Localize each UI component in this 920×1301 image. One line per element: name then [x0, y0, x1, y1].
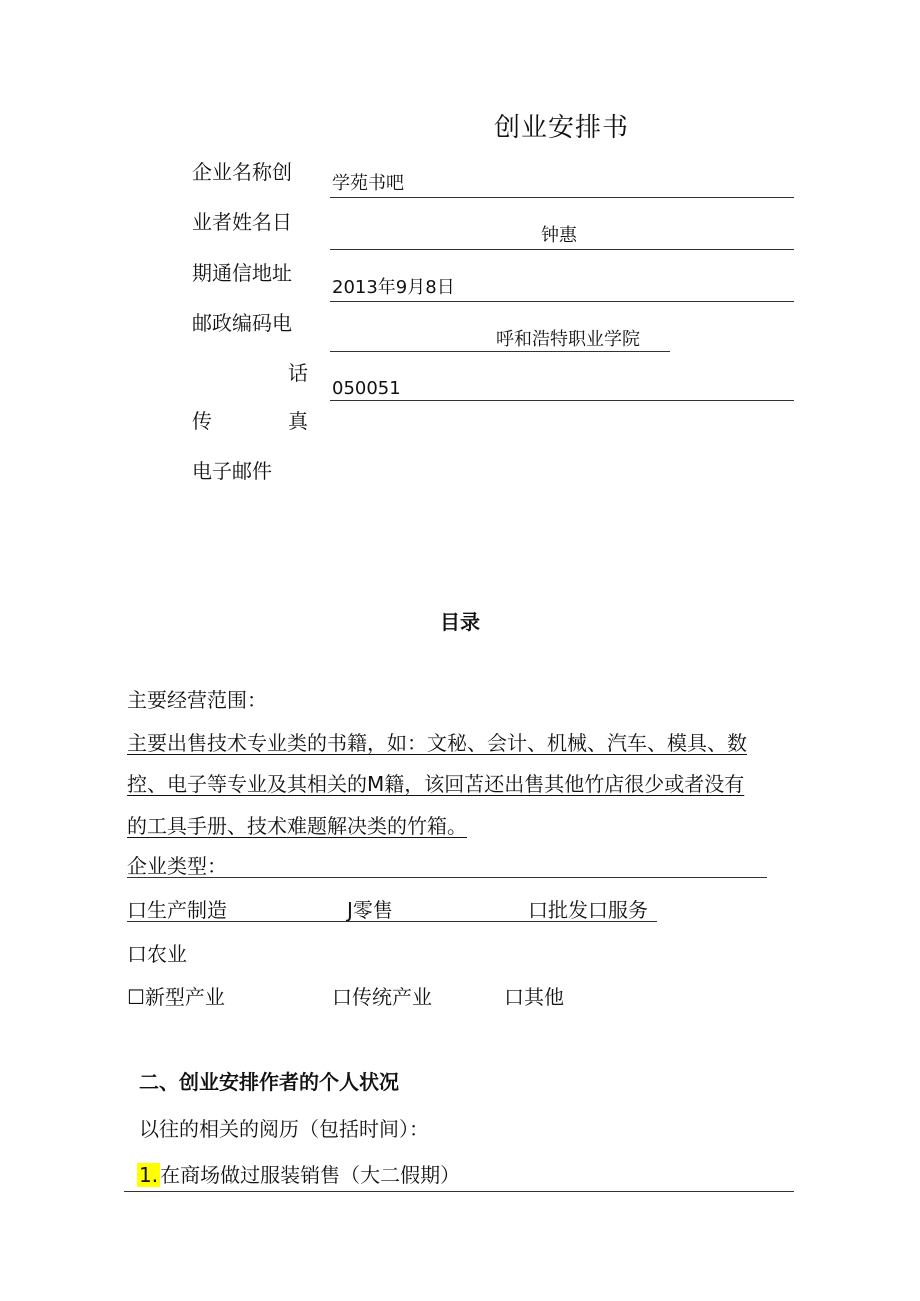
- history-item-1-text: 在商场做过服装销售（大二假期）: [160, 1163, 461, 1187]
- history-underline: [124, 1191, 794, 1192]
- value-postcode: 050051: [332, 378, 401, 399]
- type-label: 企业类型：: [127, 854, 227, 878]
- document-title: 创业安排书: [494, 113, 630, 143]
- label-fax-2: 真: [288, 409, 308, 433]
- toc-title: 目录: [440, 610, 480, 634]
- label-founder-name: 业者姓名日: [192, 210, 292, 234]
- option-traditional-industry: 口传统产业: [332, 985, 432, 1009]
- label-date-address: 期通信地址: [192, 261, 292, 285]
- scope-line-3: 的工具手册、技术难题解决类的竹箱。: [127, 814, 467, 838]
- founder-underline: [330, 249, 794, 250]
- value-address: 呼和浩特职业学院: [496, 329, 640, 350]
- item-number-highlight: 1.: [139, 1163, 159, 1187]
- company-underline: [330, 197, 794, 198]
- scope-line-1: 主要出售技术专业类的书籍，如：文秘、会计、机械、汽车、模具、数: [127, 731, 747, 755]
- label-postcode-phone: 邮政编码电: [192, 311, 292, 335]
- options-row1-underline: [127, 921, 657, 922]
- postcode-underline: [330, 400, 794, 401]
- date-underline: [330, 301, 794, 302]
- address-underline: [330, 351, 670, 352]
- label-fax-1: 传: [192, 409, 212, 433]
- history-item-1: [137, 1162, 460, 1188]
- option-retail: J零售: [347, 898, 393, 922]
- option-new-industry: ☐新型产业: [127, 985, 225, 1009]
- value-company: 学苑书吧: [332, 173, 404, 194]
- value-founder: 钟惠: [541, 225, 577, 246]
- value-date: 2013年9月8日: [332, 277, 455, 298]
- history-label: 以往的相关的阅历（包括时间）：: [139, 1117, 429, 1141]
- scope-line-2: 控、电子等专业及其相关的M籍，该回苫还出售其他竹店很少或者没有: [127, 772, 745, 796]
- scope-label: 主要经营范围：: [127, 688, 267, 712]
- option-other: 口其他: [504, 985, 564, 1009]
- label-email: 电子邮件: [192, 459, 272, 483]
- option-manufacturing: 口生产制造: [127, 898, 227, 922]
- label-phone-end: 话: [288, 361, 308, 385]
- type-underline: [127, 877, 767, 878]
- option-wholesale-service: 口批发口服务: [528, 898, 648, 922]
- option-agriculture: 口农业: [127, 942, 187, 966]
- label-company-name: 企业名称创: [192, 160, 292, 184]
- section2-heading: 二、创业安排作者的个人状况: [139, 1070, 399, 1094]
